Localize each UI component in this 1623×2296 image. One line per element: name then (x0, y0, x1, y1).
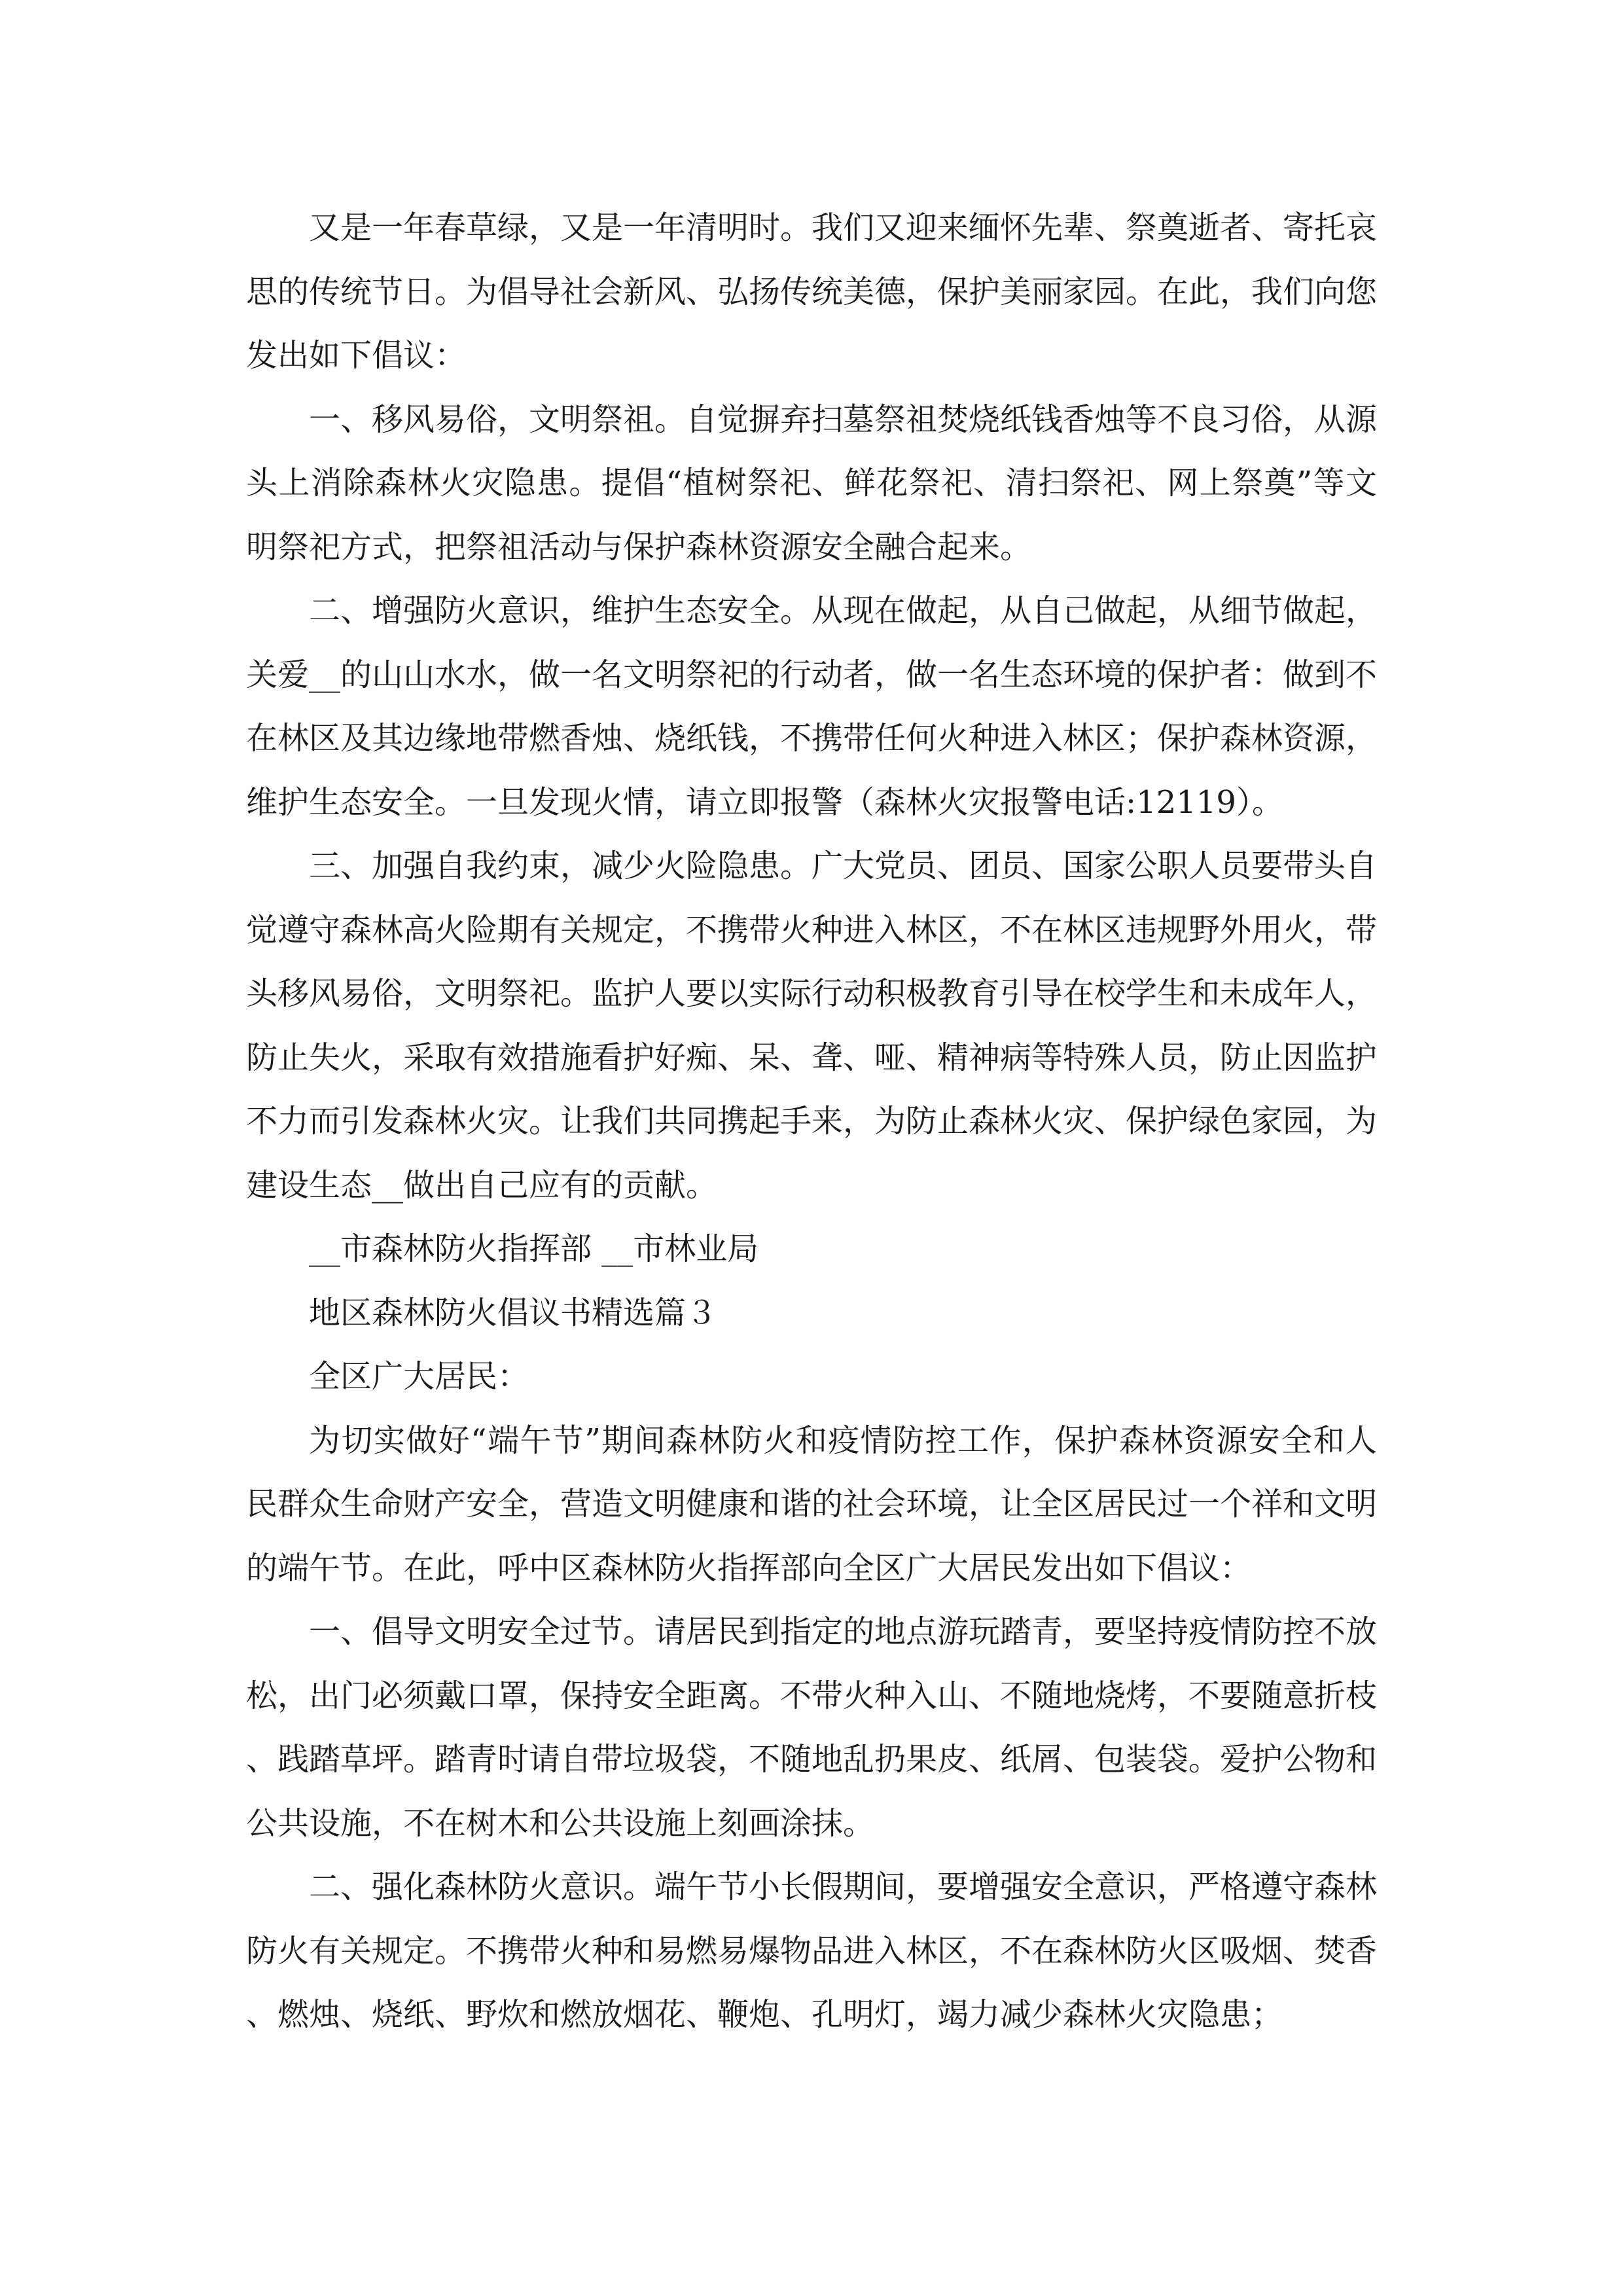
section-title: 地区森林防火倡议书精选篇３ (309, 1294, 718, 1331)
salutation: 全区广大居民： (309, 1358, 529, 1395)
signature-line: __市森林防火指挥部 __市林业局 (309, 1230, 759, 1267)
document-body (246, 196, 1377, 2047)
proposal-item-3: 三、加强自我约束，减少火险隐患。广大党员、团员、国家公职人员要带头自觉遵守森林高火险期有关规定，不携带火种进入林区，不在林区违规野外用火，带头移风易俗，文明祭祀。监护人要以实际行动积极教育引导在校学生和未成年人，防止失火，采取有效措施看护好痴、呆、聋、哑、精神病等特殊人员，防止因监护不力而引发森林火灾。让我们共同携起手来，为防止森林火灾、保护绿色家园，为建设生态__做出自己应有的贡献。 (246, 848, 1378, 1204)
proposal-item-2: 二、增强防火意识，维护生态安全。从现在做起，从自己做起，从细节做起，关爱__的山山水水，做一名文明祭祀的行动者，做一名生态环境的保护者：做到不在林区及其边缘地带燃香烛、烧纸钱，不携带任何火种进入林区；保护森林资源，维护生态安全。一旦发现火情，请立即报警（森林火灾报警电话:12119）。 (246, 592, 1378, 821)
section-intro-paragraph: 为切实做好“端午节”期间森林防火和疫情防控工作，保护森林资源安全和人民群众生命财产安全，营造文明健康和谐的社会环境，让全区居民过一个祥和文明的端午节。在此，呼中区森林防火指挥部向全区广大居民发出如下倡议： (246, 1422, 1378, 1587)
intro-paragraph: 又是一年春草绿，又是一年清明时。我们又迎来缅怀先辈、祭奠逝者、寄托哀思的传统节日。为倡导社会新风、弘扬传统美德，保护美丽家园。在此，我们向您发出如下倡议： (246, 209, 1378, 374)
section-item-2: 二、强化森林防火意识。端午节小长假期间，要增强安全意识，严格遵守森林防火有关规定。不携带火种和易燃易爆物品进入林区，不在森林防火区吸烟、焚香、燃烛、烧纸、野炊和燃放烟花、鞭炮、孔明灯，竭力减少森林火灾隐患； (246, 1869, 1378, 2033)
section-item-1: 一、倡导文明安全过节。请居民到指定的地点游玩踏青，要坚持疫情防控不放松，出门必须戴口罩，保持安全距离。不带火种入山、不随地烧烤，不要随意折枝、践踏草坪。踏青时请自带垃圾袋，不随地乱扔果皮、纸屑、包装袋。爱护公物和公共设施，不在树木和公共设施上刻画涂抹。 (246, 1613, 1378, 1842)
proposal-item-1: 一、移风易俗，文明祭祖。自觉摒弃扫墓祭祖焚烧纸钱香烛等不良习俗，从源头上消除森林火灾隐患。提倡“植树祭祀、鲜花祭祀、清扫祭祀、网上祭奠”等文明祭祀方式，把祭祖活动与保护森林资源安全融合起来。 (246, 401, 1378, 565)
